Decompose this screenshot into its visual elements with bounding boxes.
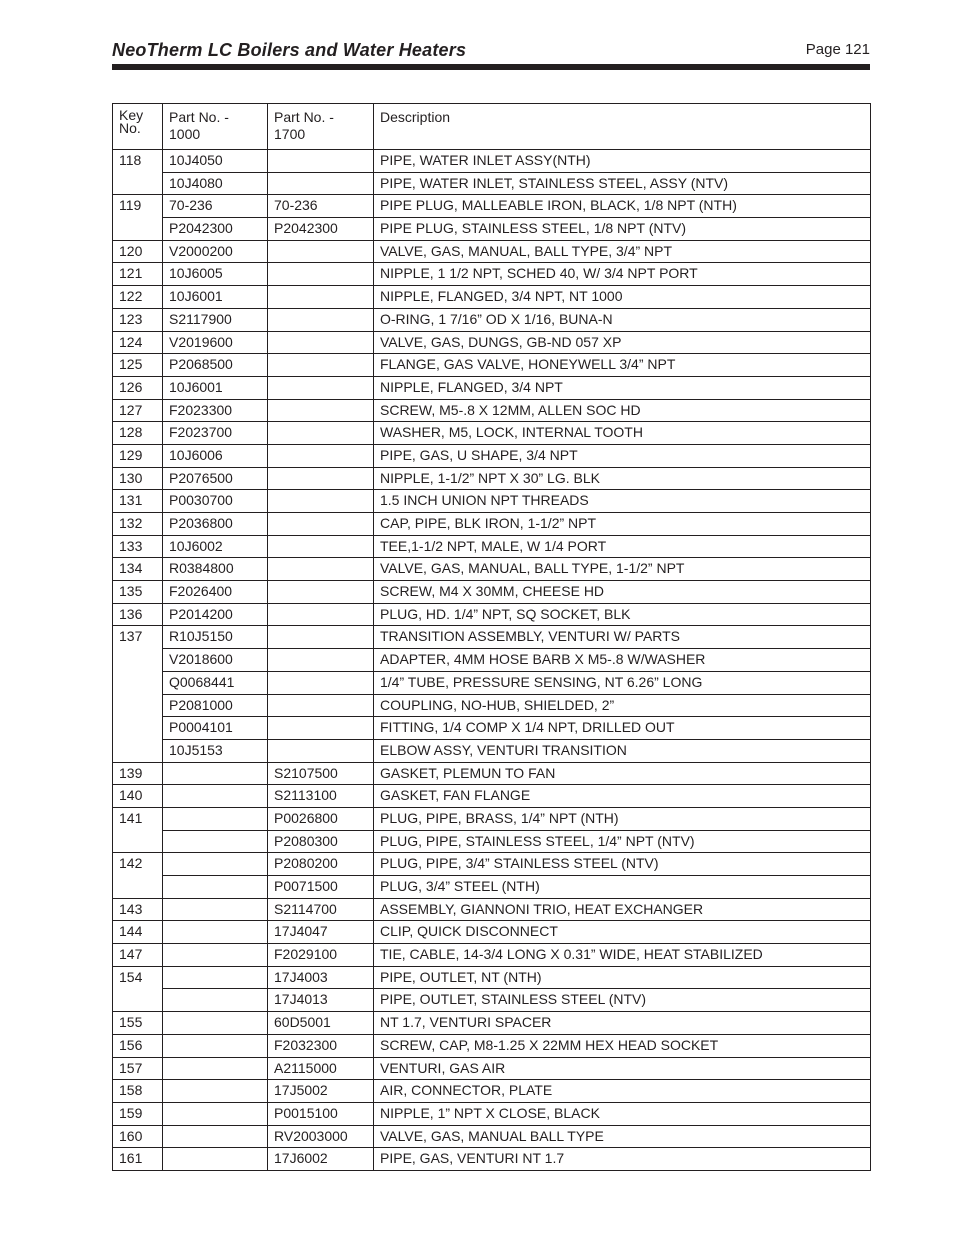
description-cell: NIPPLE, 1” NPT X CLOSE, BLACK xyxy=(374,1102,871,1125)
description-cell: PLUG, PIPE, 3/4” STAINLESS STEEL (NTV) xyxy=(374,853,871,876)
key-no-cell: 154 xyxy=(113,966,163,1011)
table-row xyxy=(113,376,871,399)
part-no-1000-cell: 10J6001 xyxy=(163,376,268,399)
table-row xyxy=(113,490,871,513)
table-row xyxy=(113,785,871,808)
description-cell: NIPPLE, FLANGED, 3/4 NPT xyxy=(374,376,871,399)
part-no-1000-cell: 10J6002 xyxy=(163,535,268,558)
column-header-description: Description xyxy=(374,104,871,150)
part-no-1700-cell xyxy=(268,513,374,536)
part-no-1000-cell: P2068500 xyxy=(163,354,268,377)
part-no-1700-cell: P0071500 xyxy=(268,876,374,899)
part-no-1700-cell xyxy=(268,172,374,195)
page-number: Page 121 xyxy=(805,41,870,58)
key-no-cell: 123 xyxy=(113,308,163,331)
key-no-cell: 159 xyxy=(113,1102,163,1125)
part-no-1700-cell xyxy=(268,376,374,399)
table-row xyxy=(113,150,871,173)
part-no-1700-cell: RV2003000 xyxy=(268,1125,374,1148)
part-no-1700-cell xyxy=(268,535,374,558)
part-no-1700-cell: 17J5002 xyxy=(268,1080,374,1103)
part-no-1000-cell: 10J6005 xyxy=(163,263,268,286)
table-row xyxy=(113,308,871,331)
part-no-1700-cell: P2042300 xyxy=(268,218,374,241)
description-cell: FITTING, 1/4 COMP X 1/4 NPT, DRILLED OUT xyxy=(374,717,871,740)
part-no-1000-cell xyxy=(163,830,268,853)
part-no-1700-cell xyxy=(268,626,374,649)
part-no-1700-cell: A2115000 xyxy=(268,1057,374,1080)
part-no-1000-cell: V2019600 xyxy=(163,331,268,354)
part-no-1000-cell: S2117900 xyxy=(163,308,268,331)
table-row xyxy=(113,1034,871,1057)
table-row xyxy=(113,807,871,830)
part-no-1700-cell xyxy=(268,467,374,490)
table-row xyxy=(113,626,871,649)
table-row xyxy=(113,717,871,740)
part-no-1700-cell: S2113100 xyxy=(268,785,374,808)
part-no-1000-cell xyxy=(163,853,268,876)
description-cell: PLUG, PIPE, STAINLESS STEEL, 1/4” NPT (NTV) xyxy=(374,830,871,853)
part-no-1700-cell: P2080300 xyxy=(268,830,374,853)
description-cell: VALVE, GAS, MANUAL, BALL TYPE, 1-1/2” NPT xyxy=(374,558,871,581)
description-cell: NIPPLE, 1 1/2 NPT, SCHED 40, W/ 3/4 NPT PORT xyxy=(374,263,871,286)
key-no-cell: 126 xyxy=(113,376,163,399)
key-no-cell: 131 xyxy=(113,490,163,513)
table-row xyxy=(113,513,871,536)
part-no-1700-cell xyxy=(268,308,374,331)
part-no-1000-cell xyxy=(163,876,268,899)
key-no-cell: 127 xyxy=(113,399,163,422)
part-no-1000-cell xyxy=(163,921,268,944)
part1000-header-line2: 1000 xyxy=(169,126,201,142)
table-row xyxy=(113,1012,871,1035)
part-no-1000-cell: 10J4050 xyxy=(163,150,268,173)
part-no-1700-cell xyxy=(268,694,374,717)
table-row xyxy=(113,1080,871,1103)
table-row xyxy=(113,876,871,899)
description-cell: VALVE, GAS, MANUAL BALL TYPE xyxy=(374,1125,871,1148)
part-no-1700-cell: F2032300 xyxy=(268,1034,374,1057)
table-row xyxy=(113,898,871,921)
part-no-1700-cell: P2080200 xyxy=(268,853,374,876)
document-title: NeoTherm LC Boilers and Water Heaters xyxy=(112,40,467,60)
key-no-cell: 122 xyxy=(113,286,163,309)
description-cell: PIPE PLUG, STAINLESS STEEL, 1/8 NPT (NTV) xyxy=(374,218,871,241)
part-no-1700-cell xyxy=(268,603,374,626)
description-cell: TIE, CABLE, 14-3/4 LONG X 0.31” WIDE, HEAT STABILIZED xyxy=(374,944,871,967)
description-cell: 1.5 INCH UNION NPT THREADS xyxy=(374,490,871,513)
part-no-1700-cell: P0026800 xyxy=(268,807,374,830)
part-no-1700-cell: 60D5001 xyxy=(268,1012,374,1035)
description-cell: PIPE, WATER INLET ASSY(NTH) xyxy=(374,150,871,173)
description-cell: PIPE, GAS, U SHAPE, 3/4 NPT xyxy=(374,444,871,467)
part-no-1700-cell xyxy=(268,739,374,762)
table-row xyxy=(113,921,871,944)
description-cell: PLUG, 3/4” STEEL (NTH) xyxy=(374,876,871,899)
part-no-1700-cell xyxy=(268,558,374,581)
key-no-cell: 129 xyxy=(113,444,163,467)
part-no-1000-cell: P2014200 xyxy=(163,603,268,626)
key-header-line2: No. xyxy=(119,120,141,136)
table-row xyxy=(113,422,871,445)
part-no-1700-cell xyxy=(268,581,374,604)
part-no-1700-cell: 17J4003 xyxy=(268,966,374,989)
part-no-1700-cell xyxy=(268,422,374,445)
part-no-1700-cell xyxy=(268,150,374,173)
part-no-1000-cell xyxy=(163,1012,268,1035)
table-row xyxy=(113,331,871,354)
part-no-1000-cell: F2023700 xyxy=(163,422,268,445)
part-no-1000-cell xyxy=(163,898,268,921)
description-cell: CLIP, QUICK DISCONNECT xyxy=(374,921,871,944)
parts-table xyxy=(112,103,871,1171)
description-cell: AIR, CONNECTOR, PLATE xyxy=(374,1080,871,1103)
description-cell: WASHER, M5, LOCK, INTERNAL TOOTH xyxy=(374,422,871,445)
part-no-1000-cell: 10J4080 xyxy=(163,172,268,195)
table-row xyxy=(113,762,871,785)
table-row xyxy=(113,535,871,558)
page-header xyxy=(112,38,870,64)
description-cell: PIPE, WATER INLET, STAINLESS STEEL, ASSY (NTV) xyxy=(374,172,871,195)
table-header-row xyxy=(113,104,871,150)
table-row xyxy=(113,853,871,876)
part-no-1700-cell: S2114700 xyxy=(268,898,374,921)
key-no-cell: 140 xyxy=(113,785,163,808)
description-cell: ADAPTER, 4MM HOSE BARB X M5-.8 W/WASHER xyxy=(374,649,871,672)
description-cell: SCREW, M4 X 30MM, CHEESE HD xyxy=(374,581,871,604)
table-row xyxy=(113,1057,871,1080)
key-no-cell: 134 xyxy=(113,558,163,581)
part-no-1000-cell: V2018600 xyxy=(163,649,268,672)
key-no-cell: 124 xyxy=(113,331,163,354)
part-no-1000-cell: 10J5153 xyxy=(163,739,268,762)
table-row xyxy=(113,830,871,853)
description-cell: PLUG, PIPE, BRASS, 1/4” NPT (NTH) xyxy=(374,807,871,830)
key-no-cell: 147 xyxy=(113,944,163,967)
description-cell: NIPPLE, FLANGED, 3/4 NPT, NT 1000 xyxy=(374,286,871,309)
part-no-1700-cell: 70-236 xyxy=(268,195,374,218)
part-no-1700-cell xyxy=(268,331,374,354)
table-row xyxy=(113,603,871,626)
part-no-1000-cell: R0384800 xyxy=(163,558,268,581)
part-no-1000-cell: F2023300 xyxy=(163,399,268,422)
description-cell: O-RING, 1 7/16” OD X 1/16, BUNA-N xyxy=(374,308,871,331)
description-cell: VALVE, GAS, MANUAL, BALL TYPE, 3/4” NPT xyxy=(374,240,871,263)
table-row xyxy=(113,989,871,1012)
key-no-cell: 137 xyxy=(113,626,163,762)
part-no-1700-cell xyxy=(268,717,374,740)
description-cell: TEE,1-1/2 NPT, MALE, W 1/4 PORT xyxy=(374,535,871,558)
part-no-1700-cell xyxy=(268,490,374,513)
table-row xyxy=(113,467,871,490)
table-row xyxy=(113,581,871,604)
description-cell: ASSEMBLY, GIANNONI TRIO, HEAT EXCHANGER xyxy=(374,898,871,921)
part-no-1000-cell: F2026400 xyxy=(163,581,268,604)
column-header-part-1700 xyxy=(268,104,374,150)
part-no-1000-cell: P2081000 xyxy=(163,694,268,717)
part-no-1700-cell xyxy=(268,240,374,263)
part-no-1700-cell xyxy=(268,649,374,672)
key-no-cell: 158 xyxy=(113,1080,163,1103)
key-no-cell: 144 xyxy=(113,921,163,944)
part-no-1000-cell: 10J6006 xyxy=(163,444,268,467)
table-row xyxy=(113,240,871,263)
part-no-1000-cell xyxy=(163,807,268,830)
description-cell: VALVE, GAS, DUNGS, GB-ND 057 XP xyxy=(374,331,871,354)
part-no-1700-cell: 17J4013 xyxy=(268,989,374,1012)
part-no-1000-cell xyxy=(163,1148,268,1171)
description-cell: PIPE PLUG, MALLEABLE IRON, BLACK, 1/8 NPT (NTH) xyxy=(374,195,871,218)
description-cell: FLANGE, GAS VALVE, HONEYWELL 3/4” NPT xyxy=(374,354,871,377)
description-cell: GASKET, PLEMUN TO FAN xyxy=(374,762,871,785)
table-row xyxy=(113,649,871,672)
part-no-1000-cell xyxy=(163,785,268,808)
column-header-key-no xyxy=(113,104,163,150)
description-cell: VENTURI, GAS AIR xyxy=(374,1057,871,1080)
key-no-cell: 133 xyxy=(113,535,163,558)
table-row xyxy=(113,966,871,989)
part-no-1000-cell: P2036800 xyxy=(163,513,268,536)
part-no-1000-cell: R10J5150 xyxy=(163,626,268,649)
part1000-header-line1: Part No. - xyxy=(169,109,229,125)
key-no-cell: 161 xyxy=(113,1148,163,1171)
part1700-header-line1: Part No. - xyxy=(274,109,334,125)
key-no-cell: 143 xyxy=(113,898,163,921)
part-no-1000-cell: 10J6001 xyxy=(163,286,268,309)
part-no-1000-cell xyxy=(163,966,268,989)
table-row xyxy=(113,694,871,717)
key-no-cell: 120 xyxy=(113,240,163,263)
key-no-cell: 160 xyxy=(113,1125,163,1148)
part-no-1000-cell xyxy=(163,762,268,785)
table-row xyxy=(113,172,871,195)
description-cell: COUPLING, NO-HUB, SHIELDED, 2” xyxy=(374,694,871,717)
part-no-1000-cell xyxy=(163,1057,268,1080)
part-no-1700-cell: F2029100 xyxy=(268,944,374,967)
table-row xyxy=(113,286,871,309)
key-no-cell: 132 xyxy=(113,513,163,536)
description-cell: CAP, PIPE, BLK IRON, 1-1/2” NPT xyxy=(374,513,871,536)
description-cell: PIPE, OUTLET, STAINLESS STEEL (NTV) xyxy=(374,989,871,1012)
table-row xyxy=(113,218,871,241)
key-no-cell: 136 xyxy=(113,603,163,626)
key-no-cell: 118 xyxy=(113,150,163,195)
part-no-1000-cell xyxy=(163,1125,268,1148)
part-no-1700-cell xyxy=(268,286,374,309)
description-cell: SCREW, M5-.8 X 12MM, ALLEN SOC HD xyxy=(374,399,871,422)
part-no-1000-cell xyxy=(163,1080,268,1103)
part-no-1000-cell: P0004101 xyxy=(163,717,268,740)
part-no-1700-cell: S2107500 xyxy=(268,762,374,785)
part1700-header-line2: 1700 xyxy=(274,126,306,142)
description-cell: ELBOW ASSY, VENTURI TRANSITION xyxy=(374,739,871,762)
part-no-1700-cell xyxy=(268,444,374,467)
part-no-1000-cell: P2076500 xyxy=(163,467,268,490)
description-cell: NIPPLE, 1-1/2” NPT X 30” LG. BLK xyxy=(374,467,871,490)
description-cell: PLUG, HD. 1/4” NPT, SQ SOCKET, BLK xyxy=(374,603,871,626)
key-no-cell: 121 xyxy=(113,263,163,286)
table-row xyxy=(113,399,871,422)
key-header-line1: Key xyxy=(119,107,144,123)
table-row xyxy=(113,739,871,762)
part-no-1700-cell: 17J4047 xyxy=(268,921,374,944)
key-no-cell: 156 xyxy=(113,1034,163,1057)
table-row xyxy=(113,1148,871,1171)
part-no-1700-cell xyxy=(268,399,374,422)
part-no-1000-cell: P2042300 xyxy=(163,218,268,241)
column-header-part-1000 xyxy=(163,104,268,150)
key-no-cell: 119 xyxy=(113,195,163,240)
part-no-1700-cell xyxy=(268,671,374,694)
table-row xyxy=(113,354,871,377)
part-no-1700-cell xyxy=(268,354,374,377)
part-no-1000-cell xyxy=(163,1102,268,1125)
description-cell: NT 1.7, VENTURI SPACER xyxy=(374,1012,871,1035)
key-no-cell: 135 xyxy=(113,581,163,604)
key-no-cell: 130 xyxy=(113,467,163,490)
table-row xyxy=(113,944,871,967)
table-row xyxy=(113,1102,871,1125)
key-no-cell: 142 xyxy=(113,853,163,898)
part-no-1000-cell: P0030700 xyxy=(163,490,268,513)
part-no-1700-cell: 17J6002 xyxy=(268,1148,374,1171)
description-cell: 1/4” TUBE, PRESSURE SENSING, NT 6.26” LONG xyxy=(374,671,871,694)
table-row xyxy=(113,671,871,694)
description-cell: PIPE, OUTLET, NT (NTH) xyxy=(374,966,871,989)
key-no-cell: 155 xyxy=(113,1012,163,1035)
part-no-1000-cell xyxy=(163,944,268,967)
table-row xyxy=(113,558,871,581)
table-row xyxy=(113,444,871,467)
table-row xyxy=(113,1125,871,1148)
description-cell: SCREW, CAP, M8-1.25 X 22MM HEX HEAD SOCKET xyxy=(374,1034,871,1057)
parts-table-body xyxy=(113,150,871,1171)
part-no-1000-cell xyxy=(163,989,268,1012)
key-no-cell: 125 xyxy=(113,354,163,377)
part-no-1000-cell: V2000200 xyxy=(163,240,268,263)
key-no-cell: 128 xyxy=(113,422,163,445)
part-no-1000-cell xyxy=(163,1034,268,1057)
description-cell: GASKET, FAN FLANGE xyxy=(374,785,871,808)
key-no-cell: 141 xyxy=(113,807,163,852)
description-cell: TRANSITION ASSEMBLY, VENTURI W/ PARTS xyxy=(374,626,871,649)
description-cell: PIPE, GAS, VENTURI NT 1.7 xyxy=(374,1148,871,1171)
part-no-1000-cell: 70-236 xyxy=(163,195,268,218)
part-no-1700-cell: P0015100 xyxy=(268,1102,374,1125)
key-no-cell: 157 xyxy=(113,1057,163,1080)
table-row xyxy=(113,263,871,286)
table-row xyxy=(113,195,871,218)
key-no-cell: 139 xyxy=(113,762,163,785)
header-rule xyxy=(112,64,870,70)
part-no-1000-cell: Q0068441 xyxy=(163,671,268,694)
part-no-1700-cell xyxy=(268,263,374,286)
